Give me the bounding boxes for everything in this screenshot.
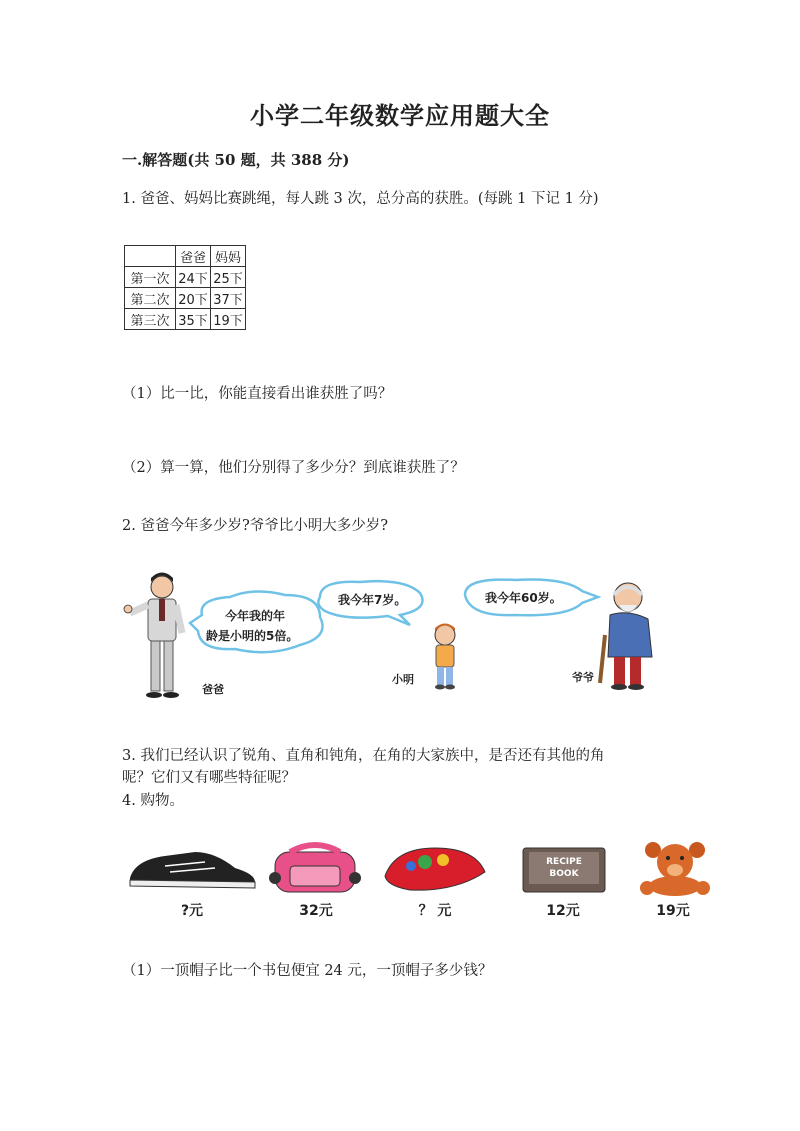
grandpa-speech-bubble: [465, 579, 598, 615]
question-4-sub-1: （1）一顶帽子比一个书包便宜 24 元，一顶帽子多少钱？: [122, 963, 493, 979]
father-bubble-line-2: 龄是小明的5倍。: [206, 629, 299, 643]
father-figure: [124, 573, 182, 699]
xiaoming-figure: [435, 624, 455, 690]
question-4-text: 4. 购物。: [122, 793, 184, 809]
grandpa-bubble-text: 我今年60岁。: [485, 591, 562, 605]
page-title: 小学二年级数学应用题大全: [250, 101, 550, 130]
father-label: 爸爸: [202, 683, 224, 696]
table-header-row: [125, 246, 246, 267]
father-speech-bubble: [190, 591, 323, 652]
table-header-cell: 妈妈: [211, 246, 246, 267]
table-cell: 37下: [211, 288, 246, 309]
table-cell: 第二次: [125, 288, 176, 309]
table-cell: 19下: [211, 309, 246, 330]
xiaoming-speech-bubble: [318, 581, 422, 625]
question-1-text: 1. 爸爸、妈妈比赛跳绳，每人跳 3 次，总分高的获胜。(每跳 1 下记 1 分): [122, 191, 599, 207]
table-row: [125, 267, 246, 288]
book-label-1: RECIPE: [546, 857, 582, 867]
question-1-sub-2: （2）算一算，他们分别得了多少分？到底谁获胜了？: [122, 460, 465, 476]
price-teddy-bear: 19元: [656, 903, 690, 919]
grandpa-label: 爷爷: [572, 671, 594, 684]
xiaoming-label: 小明: [392, 673, 414, 686]
grandpa-figure: [600, 583, 652, 690]
table-cell: 24下: [176, 267, 211, 288]
price-schoolbag: 32元: [299, 903, 333, 919]
table-cell: 第一次: [125, 267, 176, 288]
teddy-bear-icon: [640, 842, 710, 896]
price-cap: ？ 元: [418, 903, 452, 919]
cap-icon: [385, 848, 485, 890]
table-cell: 20下: [176, 288, 211, 309]
table-row: [125, 288, 246, 309]
price-book: 12元: [546, 903, 580, 919]
age-scene-illustration: [120, 565, 680, 710]
shopping-illustration: [125, 838, 745, 898]
price-shoes: ?元: [180, 903, 204, 919]
question-3-line-2: 呢？它们又有哪些特征呢？: [122, 770, 296, 786]
question-3-line-1: 3. 我们已经认识了锐角、直角和钝角，在角的大家族中，是否还有其他的角: [122, 748, 605, 764]
table-cell: 25下: [211, 267, 246, 288]
xiaoming-bubble-text: 我今年7岁。: [338, 593, 407, 607]
book-icon: [523, 848, 605, 892]
question-2-text: 2. 爸爸今年多少岁?爷爷比小明大多少岁?: [122, 518, 388, 534]
table-cell: 第三次: [125, 309, 176, 330]
table-header-cell: 爸爸: [176, 246, 211, 267]
book-label-2: BOOK: [549, 869, 579, 879]
score-table: [124, 245, 246, 330]
question-1-sub-1: （1）比一比，你能直接看出谁获胜了吗？: [122, 386, 393, 402]
section-heading: 一.解答题(共 50 题，共 388 分): [122, 151, 350, 169]
table-cell: 35下: [176, 309, 211, 330]
shopping-items: [125, 838, 745, 923]
father-bubble-line-1: 今年我的年: [225, 609, 286, 623]
shoes-icon: [130, 852, 255, 888]
schoolbag-icon: [269, 845, 361, 892]
table-header-cell: [125, 246, 176, 267]
table-row: [125, 309, 246, 330]
